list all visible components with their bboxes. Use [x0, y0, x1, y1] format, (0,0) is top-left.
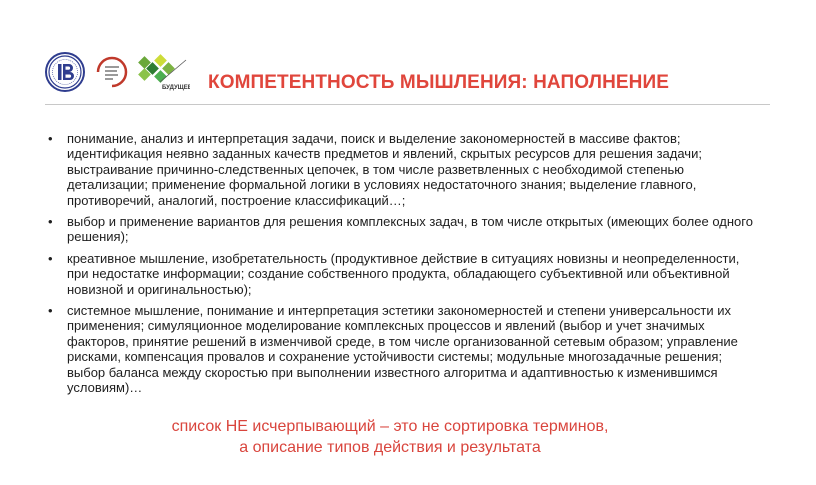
- footnote-line-2: а описание типов действия и результата: [239, 439, 541, 456]
- bullet-icon: •: [48, 214, 53, 230]
- slide-footnote: [0, 416, 780, 458]
- bullet-icon: •: [48, 131, 53, 146]
- bullet-item: [46, 303, 756, 395]
- bullet-text: системное мышление, понимание и интерпретация эстетики закономерностей и степени универсальности их применения; симуляционное моделирование комплексных процессов и явлений (выбор и учет значимых факторов, принятие решений в изменчивой среде, в том числе организованной сетевым образом; управление рисками, компенсация провалов и сохранение устойчивости системы; модульные многозадачные решения; выбор баланса между скоростью при выполнении известного алгоритма и адаптивностью к изменившимся условиям)…: [67, 303, 738, 396]
- bullet-text: креативное мышление, изобретательность (продуктивное действие в ситуациях новизны и неопределенности, при недостатке информации; создание собственного продукта, обладающего субъективной или объективной новизной и оригинальностью);: [67, 250, 740, 297]
- slide-content: [46, 131, 756, 402]
- bullet-item: [46, 214, 756, 245]
- bullet-text: выбор и применение вариантов для решения комплексных задач, в том числе открытых (имеющих более одного решения);: [67, 214, 753, 245]
- bullet-item: [46, 251, 756, 297]
- footnote-line-1: список НЕ исчерпывающий – это не сортировка терминов,: [171, 418, 609, 435]
- future-logo-icon: [138, 52, 190, 92]
- header-divider: [45, 104, 770, 105]
- page-title: КОМПЕТЕНТНОСТЬ МЫШЛЕНИЯ: НАПОЛНЕНИЕ: [208, 72, 670, 93]
- bullet-list: [46, 131, 756, 396]
- bullet-text: понимание, анализ и интерпретация задачи, поиск и выделение закономерностей в массиве фактов; идентификация неявно заданных качеств предметов и явлений, скрытых ресурсов для решения задачи; выстраивание причинно-следственных цепочек, в том числе разветвленных с необходимой степенью детализации; применение формальной логики в условиях недостаточного знания; выделение главного, противоречий, аналогий, построение классификаций…;: [67, 131, 702, 208]
- rsu-logo-icon: [92, 52, 132, 92]
- hse-logo-icon: [45, 52, 85, 92]
- future-logo-text: БУДУЩЕЕ: [162, 85, 190, 91]
- bullet-item: [46, 131, 756, 208]
- bullet-icon: •: [48, 250, 53, 266]
- bullet-icon: •: [48, 303, 53, 319]
- slide-header: [0, 0, 816, 110]
